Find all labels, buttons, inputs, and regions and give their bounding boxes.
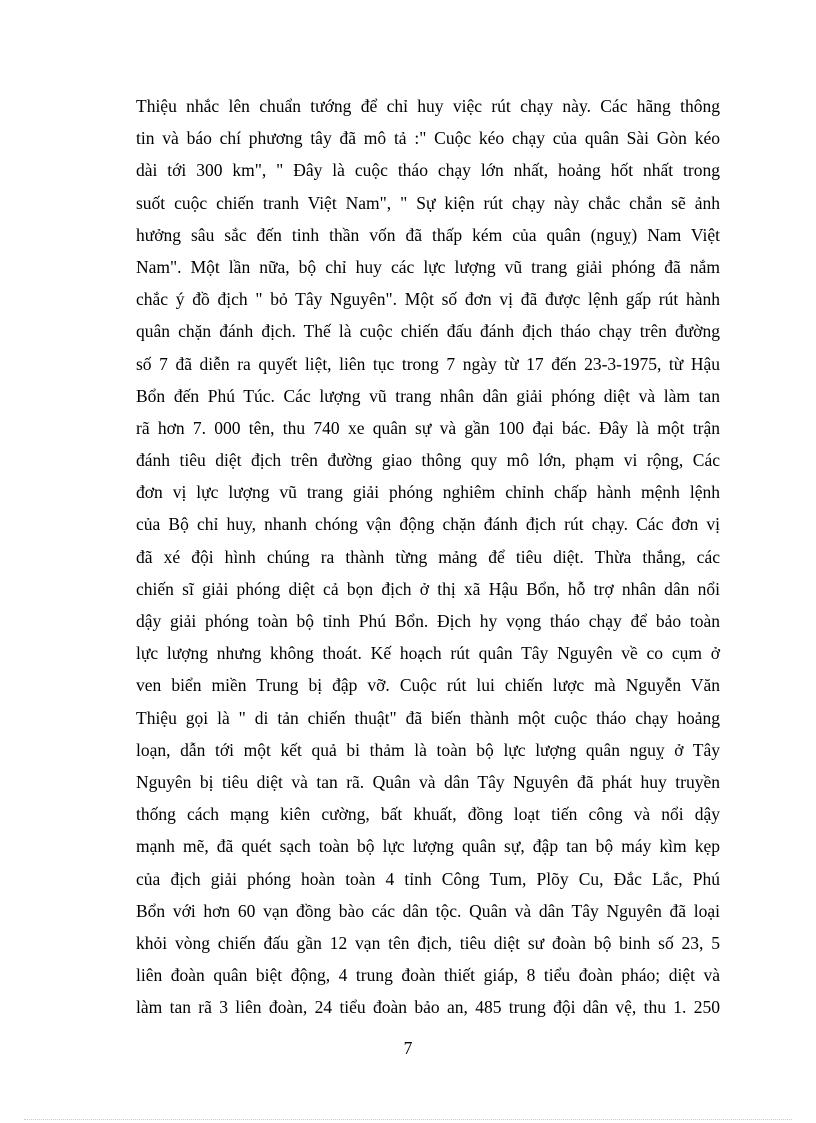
text-line: của địch giải phóng hoàn toàn 4 tỉnh Công Tum, Plõy Cu, Đắc Lắc, Phú xyxy=(136,868,720,889)
text-line: Thiệu nhắc lên chuẩn tướng để chỉ huy việc rút chạy này. Các hãng thông xyxy=(136,96,720,116)
text-line: đơn vị lực lượng vũ trang giải phóng nghiêm chỉnh chấp hành mệnh lệnh xyxy=(136,482,720,503)
text-line: dài tới 300 km", " Đây là cuộc tháo chạy lớn nhất, hoảng hốt nhất trong xyxy=(136,160,720,181)
text-line: suốt cuộc chiến tranh Việt Nam", " Sự kiện rút chạy này chắc chắn sẽ ảnh xyxy=(136,192,720,213)
body-text xyxy=(136,90,720,1023)
text-line: mạnh mẽ, đã quét sạch toàn bộ lực lượng quân sự, đập tan bộ máy kìm kẹp xyxy=(136,836,720,857)
text-line: của Bộ chỉ huy, nhanh chóng vận động chặn đánh địch rút chạy. Các đơn vị xyxy=(136,514,720,535)
text-line: đã xé đội hình chúng ra thành từng mảng để tiêu diệt. Thừa thắng, các xyxy=(136,546,720,567)
text-line: lực lượng nhưng không thoát. Kế hoạch rút quân Tây Nguyên về co cụm ở xyxy=(136,643,720,664)
text-line: rã hơn 7. 000 tên, thu 740 xe quân sự và gần 100 đại bác. Đây là một trận xyxy=(136,417,720,438)
text-line: Nguyên bị tiêu diệt và tan rã. Quân và dân Tây Nguyên đã phát huy truyền xyxy=(136,771,720,792)
text-line: chiến sĩ giải phóng diệt cả bọn địch ở thị xã Hậu Bổn, hỗ trợ nhân dân nổi xyxy=(136,578,720,599)
text-line: hưởng sâu sắc đến tinh thần vốn đã thấp kém của quân (nguỵ) Nam Việt xyxy=(136,224,720,245)
text-line: tin và báo chí phương tây đã mô tả :" Cuộc kéo chạy của quân Sài Gòn kéo xyxy=(136,128,720,149)
page-number: 7 xyxy=(403,1038,413,1058)
text-line: dậy giải phóng toàn bộ tỉnh Phú Bổn. Địch hy vọng tháo chạy để bảo toàn xyxy=(136,611,720,631)
text-line: chắc ý đồ địch " bỏ Tây Nguyên". Một số đơn vị đã được lệnh gấp rút hành xyxy=(136,289,720,310)
text-line: quân chặn đánh địch. Thế là cuộc chiến đấu đánh địch tháo chạy trên đường xyxy=(136,321,720,342)
text-line: loạn, dẫn tới một kết quả bi thảm là toàn bộ lực lượng quân nguỵ ở Tây xyxy=(136,739,720,760)
text-line: làm tan rã 3 liên đoàn, 24 tiểu đoàn bảo an, 485 trung đội dân vệ, thu 1. 250 xyxy=(136,997,720,1018)
text-line: liên đoàn quân biệt động, 4 trung đoàn thiết giáp, 8 tiểu đoàn pháo; diệt và xyxy=(136,965,720,986)
text-line: ven biển miền Trung bị đập vỡ. Cuộc rút lui chiến lược mà Nguyễn Văn xyxy=(136,675,720,696)
text-line: Thiệu gọi là " di tản chiến thuật" đã biến thành một cuộc tháo chạy hoảng xyxy=(136,707,720,728)
text-line: Nam". Một lần nữa, bộ chỉ huy các lực lượng vũ trang giải phóng đã nắm xyxy=(136,256,720,277)
text-line: khỏi vòng chiến đấu gần 12 vạn tên địch, tiêu diệt sư đoàn bộ binh số 23, 5 xyxy=(136,932,720,953)
text-line: Bổn với hơn 60 vạn đồng bào các dân tộc. Quân và dân Tây Nguyên đã loại xyxy=(136,900,720,921)
text-line: thống cách mạng kiên cường, bất khuất, đồng loạt tiến công và nổi dậy xyxy=(136,804,720,825)
text-line: số 7 đã diễn ra quyết liệt, liên tục trong 7 ngày từ 17 đến 23-3-1975, từ Hậu xyxy=(136,353,720,374)
text-line: đánh tiêu diệt địch trên đường giao thông quy mô lớn, phạm vi rộng, Các xyxy=(136,450,720,471)
text-line: Bổn đến Phú Túc. Các lượng vũ trang nhân dân giải phóng diệt và làm tan xyxy=(136,385,720,406)
footer-divider xyxy=(24,1119,792,1120)
